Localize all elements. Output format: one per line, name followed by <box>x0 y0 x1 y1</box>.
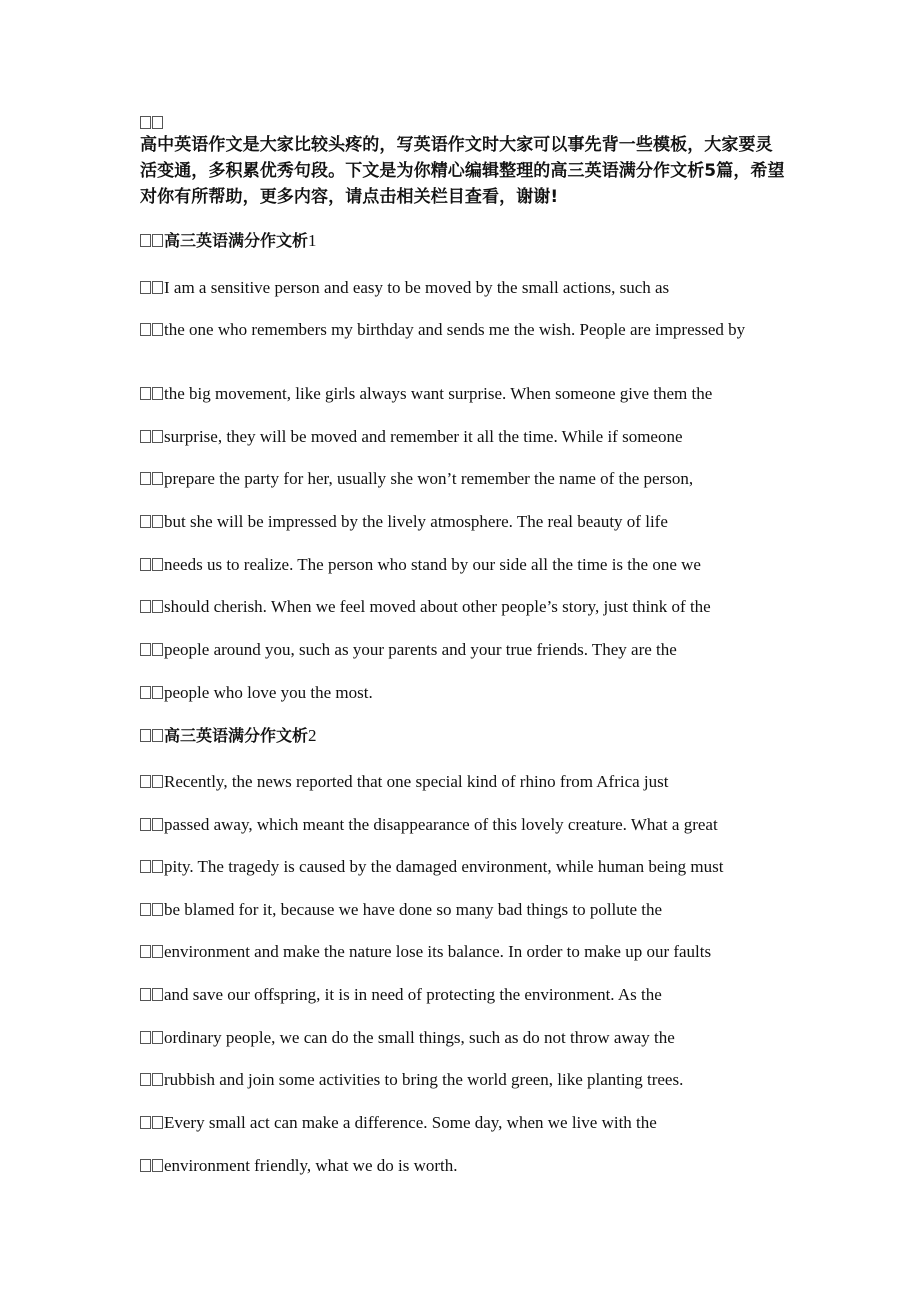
missing-glyph-icon <box>140 515 151 528</box>
missing-glyph-icon <box>140 686 151 699</box>
missing-glyph-icon <box>140 818 151 831</box>
essay1-line-text: surprise, they will be moved and remember it all the time. While if someone <box>164 427 683 446</box>
essay1-line <box>140 383 785 405</box>
missing-glyph-icon <box>140 1159 151 1172</box>
essay2-line <box>140 771 785 793</box>
missing-glyph-icon <box>140 1073 151 1086</box>
missing-glyph-icon <box>152 600 163 613</box>
missing-glyph-icon <box>140 600 151 613</box>
missing-glyph-icon <box>152 1031 163 1044</box>
missing-glyph-icon <box>152 686 163 699</box>
missing-glyph-icon <box>140 903 151 916</box>
essay1-line <box>140 554 785 576</box>
essay2-line-text: rubbish and join some activities to bring the world green, like planting trees. <box>164 1070 684 1089</box>
missing-glyph-icon <box>152 818 163 831</box>
essay2-line-text: pity. The tragedy is caused by the damaged environment, while human being must <box>164 857 724 876</box>
intro-paragraph: 高中英语作文是大家比较头疼的，写英语作文时大家可以事先背一些模板，大家要灵活变通，多积累优秀句段。下文是为你精心编辑整理的高三英语满分作文析5篇，希望对你有所帮助，更多内容，请点击相关栏目查看，谢谢! <box>140 135 785 207</box>
missing-glyph-icon <box>140 860 151 873</box>
essay1-line <box>140 319 785 341</box>
essay2-line <box>140 984 785 1006</box>
missing-glyph-icon <box>152 387 163 400</box>
essay1-line <box>140 682 785 704</box>
missing-glyph-icon <box>140 472 151 485</box>
missing-glyph-icon <box>152 515 163 528</box>
missing-glyph-icon <box>152 860 163 873</box>
essay-heading-number: 2 <box>308 726 317 745</box>
missing-glyph-icon <box>152 1159 163 1172</box>
essay1-line <box>140 596 785 618</box>
essay2-line <box>140 856 785 878</box>
missing-glyph-icon <box>152 281 163 294</box>
missing-glyph-icon <box>140 775 151 788</box>
essay2-line-text: ordinary people, we can do the small things, such as do not throw away the <box>164 1028 675 1047</box>
essay1-line <box>140 468 785 490</box>
missing-glyph-icon <box>152 945 163 958</box>
missing-glyph-icon <box>152 643 163 656</box>
essay-heading-1 <box>140 230 785 252</box>
essay1-line-text: the big movement, like girls always want surprise. When someone give them the <box>164 384 713 403</box>
missing-glyph-icon <box>140 116 151 129</box>
missing-glyph-icon <box>140 988 151 1001</box>
missing-glyph-icon <box>140 281 151 294</box>
essay1-line <box>140 426 785 448</box>
missing-glyph-icon <box>152 729 163 742</box>
missing-glyph-icon <box>152 472 163 485</box>
essay2-line <box>140 814 785 836</box>
essay1-line <box>140 277 785 299</box>
missing-glyph-icon <box>140 643 151 656</box>
missing-glyph-icon <box>140 1031 151 1044</box>
essay1-line-text: should cherish. When we feel moved about other people’s story, just think of the <box>164 597 711 616</box>
essay-heading-text: 高三英语满分作文析 <box>164 231 309 250</box>
missing-glyph-icon <box>140 1116 151 1129</box>
essay1-line <box>140 639 785 661</box>
missing-glyph-icon <box>152 1073 163 1086</box>
essay2-line-text: passed away, which meant the disappearance of this lovely creature. What a great <box>164 815 718 834</box>
essay2-line-text: environment friendly, what we do is worth. <box>164 1156 458 1175</box>
essay-heading-2 <box>140 725 785 747</box>
missing-glyph-icon <box>152 430 163 443</box>
essay1-line-text: people who love you the most. <box>164 683 373 702</box>
missing-glyph-marker <box>140 115 164 131</box>
missing-glyph-icon <box>152 558 163 571</box>
essay2-line <box>140 941 785 963</box>
essay2-line <box>140 1155 785 1177</box>
essay2-line <box>140 899 785 921</box>
missing-glyph-icon <box>152 323 163 336</box>
essay1-line <box>140 511 785 533</box>
essay2-line-text: be blamed for it, because we have done so many bad things to pollute the <box>164 900 663 919</box>
missing-glyph-icon <box>140 558 151 571</box>
essay-heading-text: 高三英语满分作文析 <box>164 726 309 745</box>
missing-glyph-icon <box>140 234 151 247</box>
essay2-line <box>140 1027 785 1049</box>
missing-glyph-icon <box>152 1116 163 1129</box>
essay1-line-text: people around you, such as your parents and your true friends. They are the <box>164 640 677 659</box>
essay1-line-text: I am a sensitive person and easy to be moved by the small actions, such as <box>164 278 670 297</box>
missing-glyph-icon <box>152 988 163 1001</box>
essay1-line-text: needs us to realize. The person who stand by our side all the time is the one we <box>164 555 701 574</box>
essay2-line <box>140 1112 785 1134</box>
missing-glyph-icon <box>152 903 163 916</box>
missing-glyph-icon <box>152 116 163 129</box>
missing-glyph-icon <box>140 945 151 958</box>
essay-heading-number: 1 <box>308 231 317 250</box>
essay1-line-text: the one who remembers my birthday and sends me the wish. People are impressed by <box>164 320 746 339</box>
essay2-line-text: and save our offspring, it is in need of protecting the environment. As the <box>164 985 662 1004</box>
missing-glyph-icon <box>152 234 163 247</box>
essay2-line-text: Every small act can make a difference. Some day, when we live with the <box>164 1113 657 1132</box>
missing-glyph-icon <box>152 775 163 788</box>
essay1-line-text: prepare the party for her, usually she won’t remember the name of the person, <box>164 469 694 488</box>
missing-glyph-icon <box>140 430 151 443</box>
missing-glyph-icon <box>140 323 151 336</box>
missing-glyph-icon <box>140 729 151 742</box>
essay2-line <box>140 1069 785 1091</box>
missing-glyph-icon <box>140 387 151 400</box>
essay1-line-text: but she will be impressed by the lively atmosphere. The real beauty of life <box>164 512 668 531</box>
essay2-line-text: Recently, the news reported that one special kind of rhino from Africa just <box>164 772 669 791</box>
essay2-line-text: environment and make the nature lose its balance. In order to make up our faults <box>164 942 712 961</box>
